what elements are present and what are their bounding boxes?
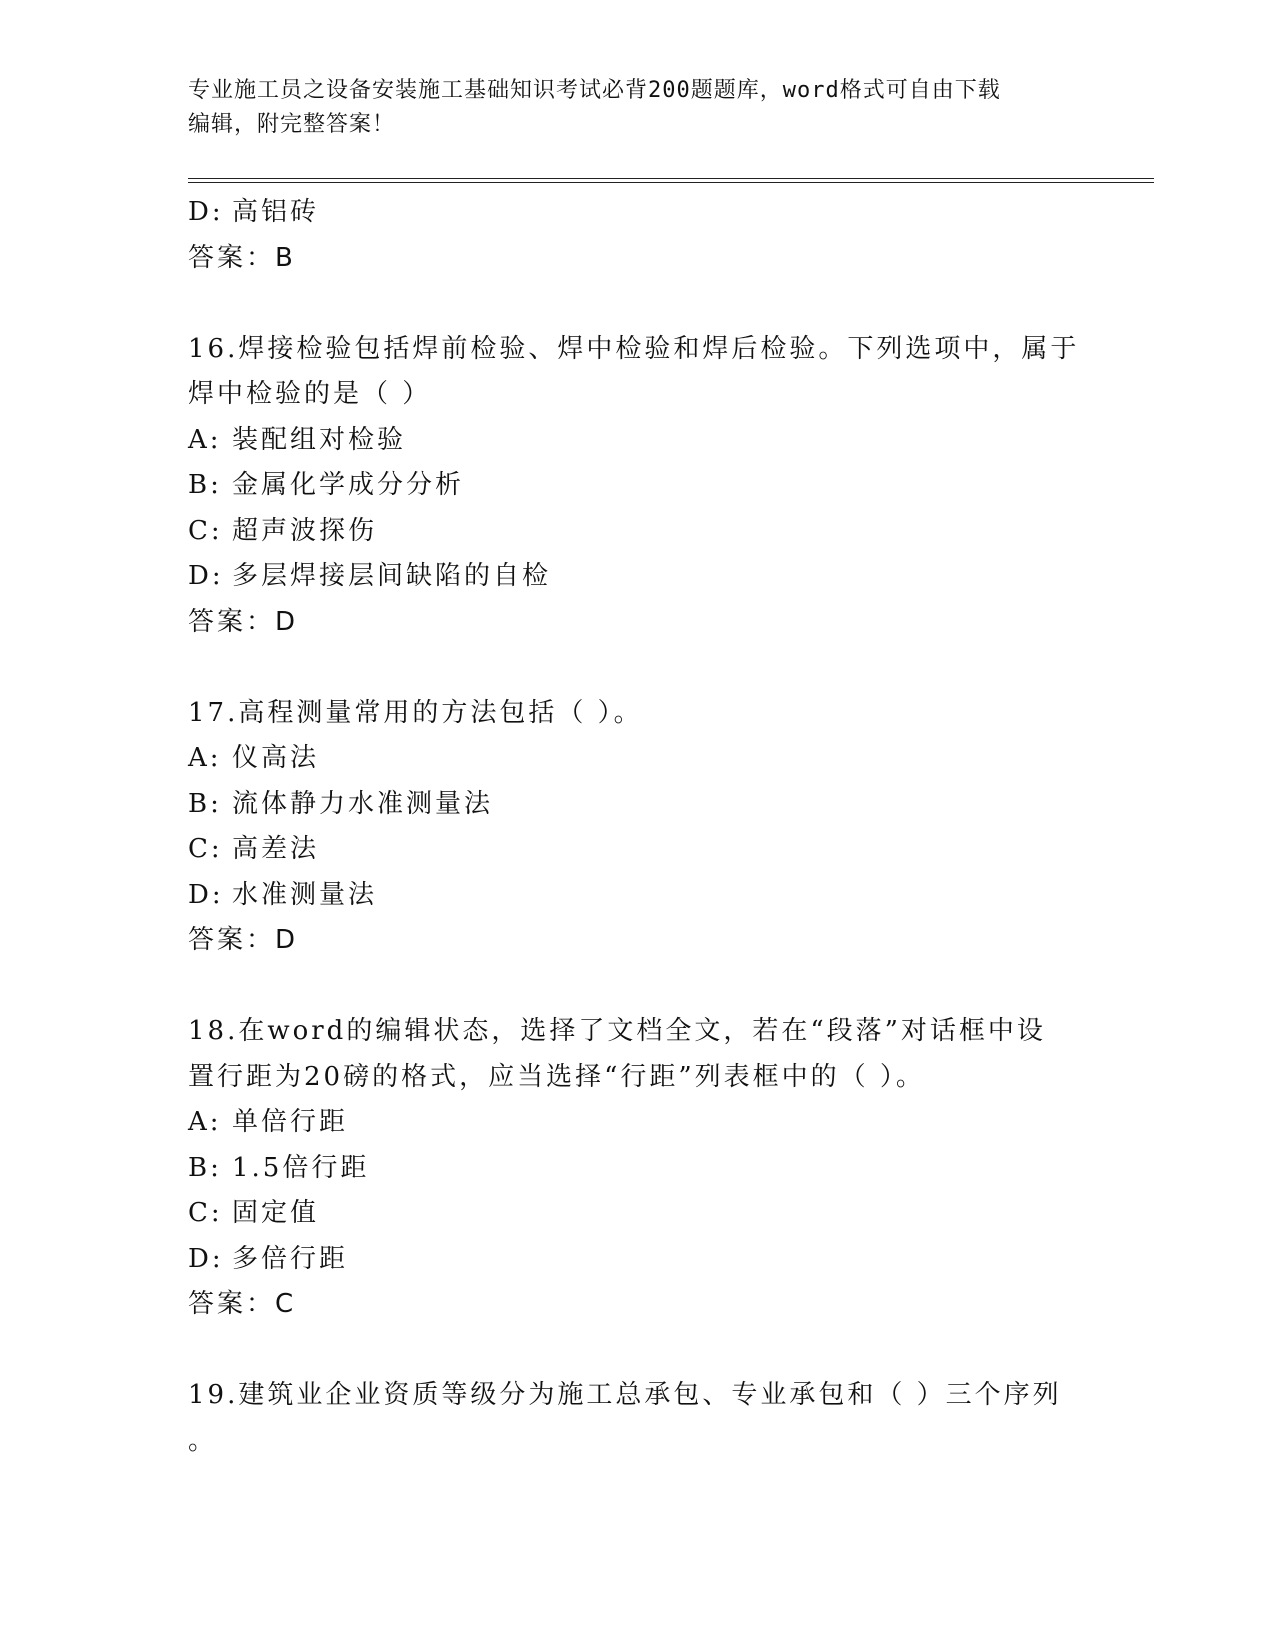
question-list [188,190,1088,1464]
option-d [188,873,1088,919]
question-stem: 18.在word的编辑状态，选择了文档全文，若在“段落”对话框中设 [188,1016,1046,1046]
question-stem: 16.焊接检验包括焊前检验、焊中检验和焊后检验。下列选项中，属于 [188,333,1080,364]
option-c [188,827,1088,873]
option-key: A: [188,743,222,773]
header-title-line1: 专业施工员之设备安装施工基础知识考试必背200题题库，word格式可自由下载 [188,78,1001,103]
option-text: 单倍行距 [232,1107,349,1137]
option-key: D: [188,879,224,910]
question-stem: 19.建筑业企业资质等级分为施工总承包、专业承包和（ ）三个序列 [188,1380,1062,1410]
question-18 [188,1009,1088,1328]
option-a [188,418,1088,464]
question-stem-cont: 焊中检验的是（ ） [188,379,432,409]
header-title-line2: 编辑，附完整答案！ [188,112,396,137]
question-19 [188,1373,1088,1464]
option-b [188,1146,1088,1192]
option-text: 多倍行距 [232,1243,349,1274]
option-text: 1.5倍行距 [232,1152,370,1183]
option-text: 超声波探伤 [232,515,378,546]
option-text: 仪高法 [232,743,320,773]
option-text: 装配组对检验 [232,424,407,455]
document-header [188,74,1088,142]
option-d [188,1237,1088,1283]
option-a [188,1100,1088,1146]
option-c [188,1191,1088,1237]
spacer [188,1328,1088,1374]
answer-line: 答案：B [188,242,296,273]
spacer [188,645,1088,691]
option-key: D: [188,197,224,227]
spacer [188,281,1088,327]
option-b [188,463,1088,509]
option-text: 高差法 [232,834,320,864]
option-d [188,554,1088,600]
question-stem: 17.高程测量常用的方法包括（ ）。 [188,697,643,728]
option-text: 多层焊接层间缺陷的自检 [232,561,552,591]
question-stem-cont: 置行距为20磅的格式，应当选择“行距”列表框中的（ ）。 [188,1061,925,1092]
option-key: C: [188,1198,223,1228]
option-text: 水准测量法 [232,879,378,910]
option-text: 金属化学成分分析 [232,470,465,500]
option-key: D: [188,1243,224,1274]
option-key: B: [188,788,222,819]
question-17 [188,691,1088,964]
option-key: B: [188,1152,222,1183]
option-d [188,190,1088,236]
answer-line: 答案：D [188,925,299,955]
option-text: 固定值 [232,1198,320,1228]
question-16 [188,327,1088,646]
question-stem-cont: 。 [188,1425,218,1456]
option-key: C: [188,834,223,864]
spacer [188,964,1088,1010]
option-key: D: [188,561,224,591]
option-c [188,509,1088,555]
answer-line: 答案：C [188,1289,297,1319]
option-a [188,736,1088,782]
answer-line: 答案：D [188,606,299,637]
option-key: A: [188,424,222,455]
option-b [188,782,1088,828]
option-text: 高铝砖 [232,197,320,227]
option-text: 流体静力水准测量法 [232,788,494,819]
option-key: A: [188,1107,222,1137]
header-divider [188,178,1154,183]
option-key: B: [188,470,222,500]
option-key: C: [188,515,223,546]
